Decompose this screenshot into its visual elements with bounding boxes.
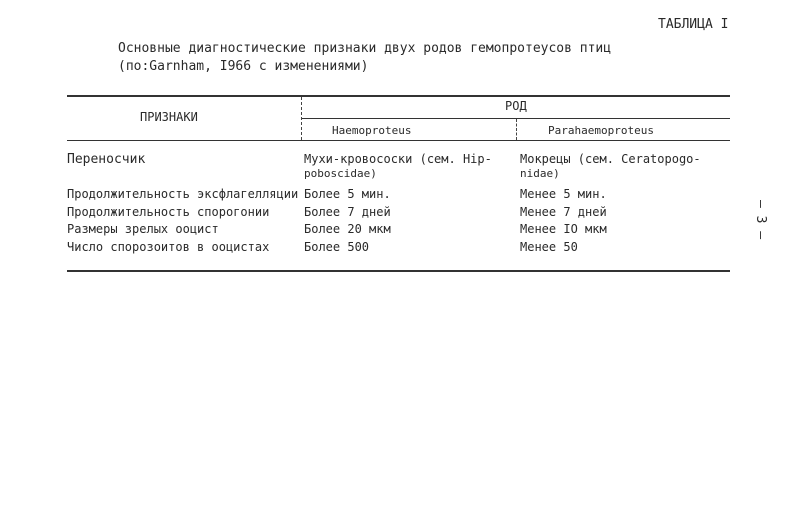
row-parahaemoproteus-value: Менее 5 мин. xyxy=(520,187,607,201)
row-parahaemoproteus-value: Менее 50 xyxy=(520,240,578,254)
row-parahaemoproteus-value-cont: nidae) xyxy=(520,167,560,180)
row-feature: Размеры зрелых ооцист xyxy=(67,222,219,236)
row-parahaemoproteus-value: Менее IO мкм xyxy=(520,222,607,236)
row-feature: Продолжительность спорогонии xyxy=(67,205,270,219)
genus-haemoproteus: Haemoproteus xyxy=(332,124,412,137)
row-parahaemoproteus-value: Менее 7 дней xyxy=(520,205,607,219)
row-haemoproteus-value-cont: poboscidae) xyxy=(304,167,377,180)
row-feature: Переносчик xyxy=(67,152,146,167)
table-label: ТАБЛИЦА I xyxy=(658,17,729,32)
page-number: – 3 – xyxy=(753,200,768,240)
table-title: Основные диагностические признаки двух родов гемопротеусов птиц xyxy=(118,41,612,56)
row-haemoproteus-value: Более 5 мин. xyxy=(304,187,391,201)
row-parahaemoproteus-value: Мокрецы (сем. Ceratopogo- xyxy=(520,152,701,166)
row-feature: Число спорозоитов в ооцистах xyxy=(67,240,270,254)
row-haemoproteus-value: Более 500 xyxy=(304,240,370,254)
table-title-source: (по:Garnham, I966 с изменениями) xyxy=(118,59,369,74)
header-bottom-rule xyxy=(67,140,730,141)
genus-divider xyxy=(516,119,517,140)
row-haemoproteus-value: Более 20 мкм xyxy=(304,222,391,236)
table-bottom-rule xyxy=(67,270,730,272)
row-haemoproteus-value: Более 7 дней xyxy=(304,205,391,219)
genus-parahaemoproteus: Parahaemoproteus xyxy=(548,124,654,137)
header-divider xyxy=(301,97,302,140)
header-features: ПРИЗНАКИ xyxy=(140,110,198,124)
header-genus: РОД xyxy=(505,99,527,113)
table-top-rule xyxy=(67,95,730,97)
row-feature: Продолжительность эксфлагелляции xyxy=(67,187,299,201)
row-haemoproteus-value: Мухи-кровососки (сем. Hip- xyxy=(304,152,492,166)
